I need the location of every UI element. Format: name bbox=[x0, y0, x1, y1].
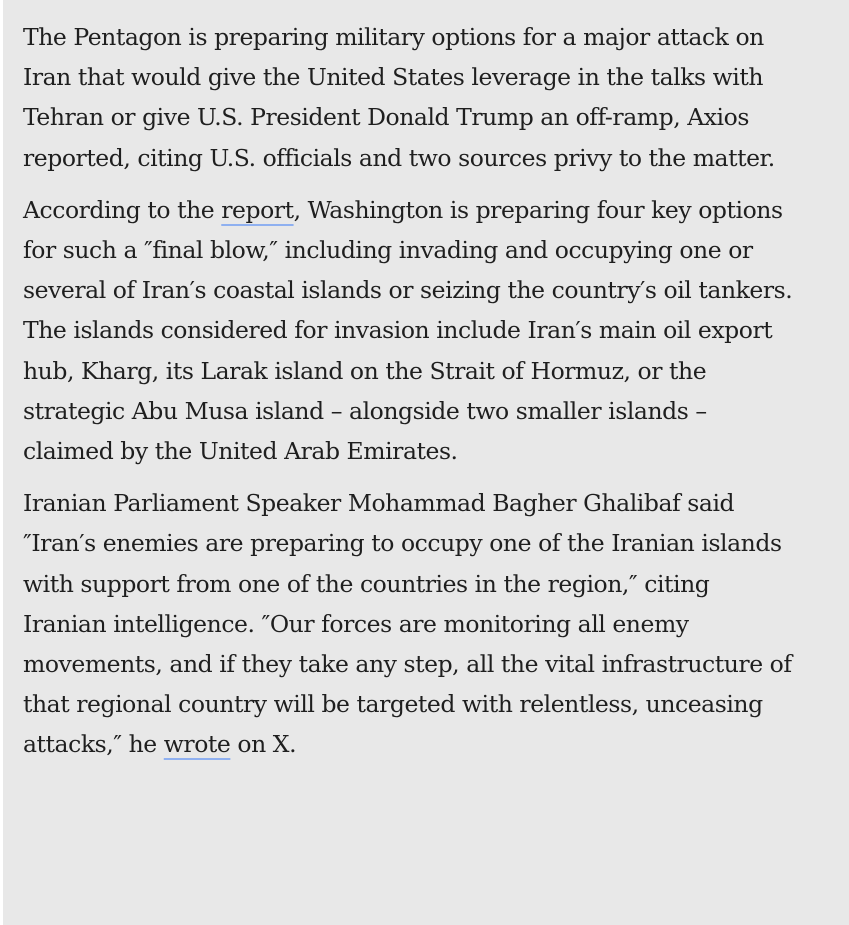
text-line: claimed by the United Arab Emirates. bbox=[23, 437, 458, 466]
text-line bbox=[23, 190, 849, 230]
text-line: Iranian intelligence. ″Our forces are monitoring all enemy bbox=[23, 609, 689, 638]
paragraph-ghalibaf-quote bbox=[23, 483, 849, 764]
text-line: hub, Kharg, its Larak island on the Strait of Hormuz, or the bbox=[23, 356, 707, 385]
text-segment: According to the bbox=[23, 195, 222, 224]
text-line: movements, and if they take any step, all the vital infrastructure of bbox=[23, 650, 792, 679]
text-line: Iran that would give the United States leverage in the talks with bbox=[23, 63, 764, 92]
text-line: Tehran or give U.S. President Donald Trump an off-ramp, Axios bbox=[23, 103, 749, 132]
text-segment: , Washington is preparing four key options bbox=[293, 195, 783, 224]
text-line: ″Iran′s enemies are preparing to occupy one of the Iranian islands bbox=[23, 529, 782, 558]
paragraph-pentagon-options bbox=[23, 17, 849, 178]
wrote-link[interactable]: wrote bbox=[163, 730, 231, 759]
text-line: with support from one of the countries in the region,″ citing bbox=[23, 569, 710, 598]
text-line bbox=[23, 724, 849, 764]
text-line: Iranian Parliament Speaker Mohammad Bagher Ghalibaf said bbox=[23, 489, 735, 518]
text-segment: attacks,″ he bbox=[23, 730, 164, 759]
text-line: strategic Abu Musa island – alongside two smaller islands – bbox=[23, 396, 707, 425]
article-body bbox=[3, 0, 849, 925]
paragraph-final-blow-options bbox=[23, 190, 849, 471]
text-line: for such a ″final blow,″ including invading and occupying one or bbox=[23, 236, 753, 265]
text-line: The Pentagon is preparing military options for a major attack on bbox=[23, 23, 764, 51]
text-line: reported, citing U.S. officials and two sources privy to the matter. bbox=[23, 143, 775, 172]
text-segment: on X. bbox=[230, 730, 297, 759]
text-line: several of Iran′s coastal islands or seizing the country′s oil tankers. bbox=[23, 276, 793, 305]
text-line: The islands considered for invasion include Iran′s main oil export bbox=[23, 316, 773, 345]
report-link[interactable]: report bbox=[221, 195, 294, 224]
text-line: that regional country will be targeted with relentless, unceasing bbox=[23, 690, 763, 719]
